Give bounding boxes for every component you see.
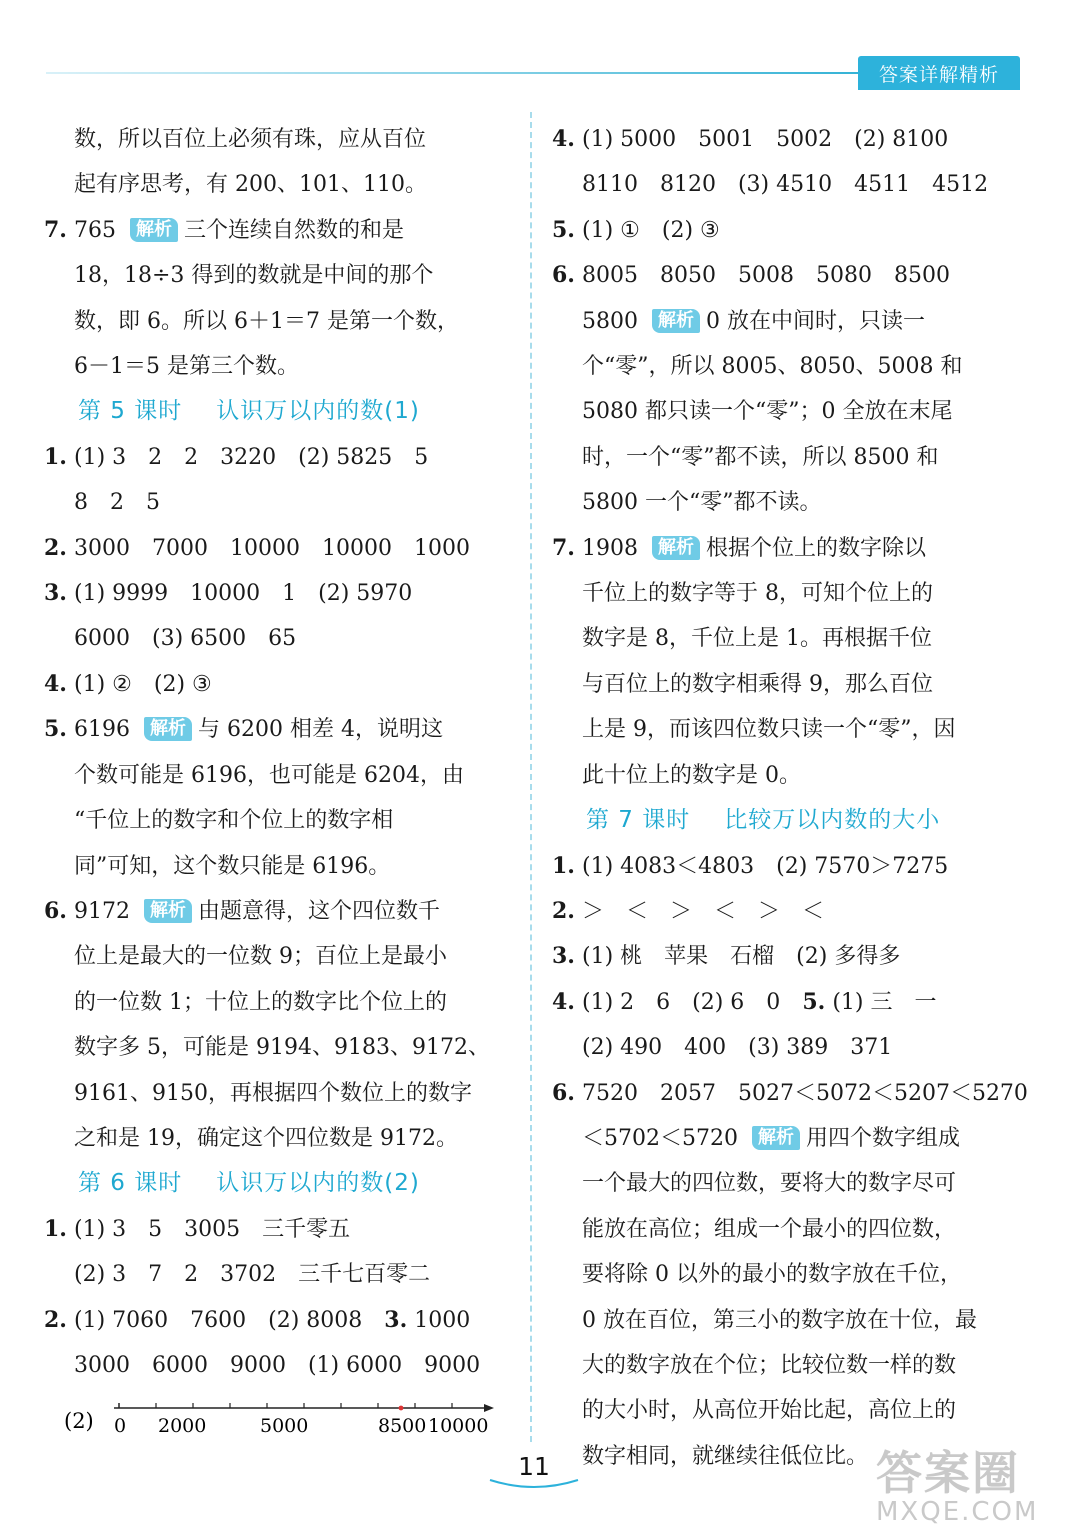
answer-item [552, 1071, 1028, 1116]
text-line [552, 1025, 1022, 1070]
item-answer: (1) 7060 7600 (2) 8008 [74, 1307, 385, 1333]
line-text: 的大小时，从高位开始比起，高位上的 [582, 1398, 957, 1424]
text-line [44, 299, 506, 344]
item-answer: 3000 7000 10000 10000 1000 [74, 535, 470, 561]
column-divider [530, 112, 532, 1442]
text-line [552, 1343, 1022, 1388]
text-line [552, 571, 1022, 616]
item-number: 4. [552, 126, 575, 152]
number-line-label-5000: 5000 [260, 1415, 309, 1437]
item-number: 5. [802, 988, 826, 1015]
answer-item [44, 889, 506, 934]
item-answer: 8005 8050 5008 5080 8500 [582, 263, 950, 289]
text-line [552, 1116, 1022, 1161]
text-line [552, 1207, 1022, 1252]
item-number: 7. [552, 534, 575, 561]
text-line [44, 162, 506, 207]
line-text: 起有序思考，有 200、101、110。 [74, 172, 427, 198]
analysis-tag: 解析 [652, 536, 700, 560]
item-number: 6. [552, 262, 575, 289]
line-text: 数字多 5，可能是 9194、9183、9172、 [74, 1035, 490, 1061]
answer-item [552, 117, 1022, 162]
section-lesson: 第 6 课时 [78, 1170, 183, 1197]
item-answer: 1000 [414, 1307, 471, 1333]
text-line [552, 616, 1022, 661]
answer-item [552, 253, 1022, 298]
text-line [44, 844, 506, 889]
line-text: 个数可能是 6196，也可能是 6204，由 [74, 762, 464, 788]
line-text: 千位上的数字等于 8，可知个位上的 [582, 581, 933, 607]
item-answer: 9172 [74, 898, 130, 924]
text-line [44, 934, 506, 979]
page-number: 11 [518, 1452, 550, 1481]
line-text: 此十位上的数字是 0。 [582, 762, 801, 788]
text-line [552, 1298, 1022, 1343]
item-number: 2. [44, 534, 67, 561]
section-title: 认识万以内的数(1) [216, 398, 420, 425]
item-answer: (1) 3 2 2 3220 (2) 5825 5 [74, 444, 429, 470]
item-explanation: 用四个数字组成 [805, 1125, 960, 1151]
answer-item [552, 526, 1022, 571]
text-line [552, 435, 1022, 480]
line-text: 的一位数 1；十位上的数字比个位上的 [74, 989, 447, 1015]
item-explanation: 根据个位上的数字除以 [706, 535, 927, 561]
item-number: 1. [552, 852, 575, 879]
item-explanation: 由题意得，这个四位数千 [198, 898, 441, 924]
header-tab: 答案详解精析 [858, 56, 1020, 90]
text-line [44, 1025, 506, 1070]
item-answer: (1) 三 一 [832, 989, 937, 1015]
line-text: ＜5702＜5720 [582, 1125, 738, 1151]
analysis-tag: 解析 [752, 1126, 800, 1150]
item-explanation: 0 放在中间时，只读一 [706, 308, 925, 334]
text-line [44, 344, 506, 389]
analysis-tag: 解析 [144, 899, 192, 923]
item-answer: 6196 [74, 717, 130, 743]
item-number: 3. [552, 943, 575, 970]
watermark-logo-text: 答案圈 [876, 1446, 1020, 1500]
answer-item [552, 208, 1022, 253]
section-title: 认识万以内的数(2) [216, 1170, 420, 1197]
line-text: 3000 6000 9000 (1) 6000 9000 [74, 1352, 481, 1378]
line-text: 5800 一个“零”都不读。 [582, 490, 822, 516]
answer-item [44, 1207, 506, 1252]
item-number: 5. [44, 716, 67, 743]
line-text: 5800 [582, 308, 638, 334]
text-line [552, 707, 1022, 752]
text-line [44, 480, 506, 525]
line-text: 18，18÷3 得到的数就是中间的那个 [74, 263, 434, 289]
item-number: 3. [384, 1306, 408, 1333]
line-text: 数字是 8，千位上是 1。再根据千位 [582, 626, 932, 652]
item-answer: 1908 [582, 535, 638, 561]
line-text: 一个最大的四位数，要将大的数字尽可 [582, 1171, 957, 1197]
item-number: 4. [44, 670, 67, 697]
number-line [64, 1402, 504, 1442]
analysis-tag: 解析 [652, 309, 700, 333]
item-answer: (1) 2 6 (2) 6 0 [582, 989, 803, 1015]
answer-item [44, 707, 506, 752]
number-line-label-8500: 8500 [378, 1415, 427, 1437]
text-line [44, 253, 506, 298]
text-line [552, 299, 1022, 344]
text-line [44, 616, 506, 661]
text-line [44, 753, 506, 798]
text-line [552, 1161, 1022, 1206]
item-answer: (1) ① (2) ③ [582, 217, 720, 243]
line-text: 能放在高位；组成一个最小的四位数， [582, 1216, 957, 1242]
answer-item [552, 980, 1022, 1025]
line-text: 数，即 6。所以 6＋1＝7 是第一个数， [74, 308, 459, 334]
item-answer: 765 [74, 217, 116, 243]
item-answer: (1) ② (2) ③ [74, 671, 212, 697]
number-line-label-2000: 2000 [158, 1415, 207, 1437]
text-line [44, 117, 506, 162]
text-line [552, 344, 1022, 389]
answer-item [44, 208, 506, 253]
item-number: 7. [44, 216, 67, 243]
item-answer: ＞ ＜ ＞ ＜ ＞ ＜ [582, 898, 825, 924]
line-text: 要将除 0 以外的最小的数字放在千位， [582, 1262, 962, 1288]
item-number: 6. [44, 897, 67, 924]
section-title: 比较万以内数的大小 [724, 807, 941, 834]
answer-item [552, 844, 1022, 889]
line-text: 大的数字放在个位；比较位数一样的数 [582, 1352, 957, 1378]
item-explanation: 与 6200 相差 4，说明这 [198, 717, 443, 743]
line-text: (2) 490 400 (3) 389 371 [582, 1035, 893, 1061]
item-number: 6. [552, 1079, 575, 1106]
line-text: 数，所以百位上必须有珠，应从百位 [74, 127, 427, 152]
line-text: 0 放在百位，第三小的数字放在十位，最 [582, 1307, 977, 1333]
answer-item [552, 934, 1022, 979]
right-column [552, 117, 1028, 1479]
text-line [552, 1388, 1022, 1433]
text-line [552, 389, 1022, 434]
analysis-tag: 解析 [144, 717, 192, 741]
analysis-tag: 解析 [130, 218, 178, 242]
item-answer: (1) 9999 10000 1 (2) 5970 [74, 581, 413, 607]
line-text: 9161、9150，再根据四个数位上的数字 [74, 1080, 472, 1106]
answer-item [44, 662, 506, 707]
number-line-prefix: (2) [64, 1409, 94, 1433]
section-lesson: 第 5 课时 [78, 398, 183, 425]
left-column [44, 117, 506, 1388]
text-line [44, 980, 506, 1025]
watermark [876, 1448, 1056, 1528]
text-line [44, 1116, 506, 1161]
line-text: 5080 都只读一个“零”；0 全放在末尾 [582, 399, 953, 425]
item-number: 3. [44, 580, 67, 607]
text-line [44, 1252, 506, 1297]
line-text: 8110 8120 (3) 4510 4511 4512 [582, 172, 989, 198]
text-line [552, 753, 1022, 798]
section-heading [44, 1161, 506, 1206]
text-line [552, 480, 1022, 525]
text-line [44, 1071, 506, 1116]
number-line-label-0: 0 [114, 1415, 127, 1437]
line-text: 时，一个“零”都不读，所以 8500 和 [582, 444, 939, 470]
line-text: 8 2 5 [74, 490, 160, 516]
item-answer: (1) 5000 5001 5002 (2) 8100 [582, 127, 949, 152]
watermark-url: MXQE.COM [876, 1497, 1039, 1527]
section-heading [552, 798, 1022, 843]
section-heading [44, 389, 506, 434]
answer-item [44, 526, 506, 571]
page-number-arc [488, 1478, 580, 1492]
item-answer: (1) 3 5 3005 三千零五 [74, 1216, 351, 1242]
item-explanation: 三个连续自然数的和是 [184, 217, 405, 243]
item-number: 4. [552, 988, 575, 1015]
number-line-label-10000: 10000 [428, 1415, 489, 1437]
text-line [552, 662, 1022, 707]
text-line [44, 798, 506, 843]
item-answer: (1) 桃 苹果 石榴 (2) 多得多 [582, 944, 901, 970]
item-number: 1. [44, 1215, 67, 1242]
line-text: 上是 9，而该四位数只读一个“零”，因 [582, 717, 956, 743]
line-text: 6－1＝5 是第三个数。 [74, 354, 299, 380]
item-number: 2. [552, 897, 575, 924]
line-text: 之和是 19，确定这个四位数是 9172。 [74, 1125, 458, 1151]
header-rule [46, 72, 858, 74]
answer-item [44, 1298, 506, 1343]
text-line [552, 1252, 1022, 1297]
line-text: 与百位上的数字相乘得 9，那么百位 [582, 671, 933, 697]
answer-item [44, 571, 506, 616]
answer-item [552, 889, 1022, 934]
line-text: “千位上的数字和个位上的数字相 [74, 808, 394, 834]
item-answer: (1) 4083＜4803 (2) 7570＞7275 [582, 853, 949, 879]
item-number: 1. [44, 443, 67, 470]
line-text: (2) 3 7 2 3702 三千七百零二 [74, 1262, 431, 1288]
item-number: 2. [44, 1306, 67, 1333]
text-line [44, 1343, 506, 1388]
line-text: 6000 (3) 6500 65 [74, 626, 297, 652]
item-answer: 7520 2057 5027＜5072＜5207＜5270 [582, 1080, 1028, 1106]
section-lesson: 第 7 课时 [586, 807, 691, 834]
line-text: 同”可知，这个数只能是 6196。 [74, 853, 391, 879]
line-text: 位上是最大的一位数 9；百位上是最小 [74, 944, 447, 970]
answer-item [44, 435, 506, 480]
item-number: 5. [552, 216, 575, 243]
line-text: 个“零”，所以 8005、8050、5008 和 [582, 354, 963, 380]
line-text: 数字相同，就继续往低位比。 [582, 1443, 869, 1469]
text-line [552, 162, 1022, 207]
